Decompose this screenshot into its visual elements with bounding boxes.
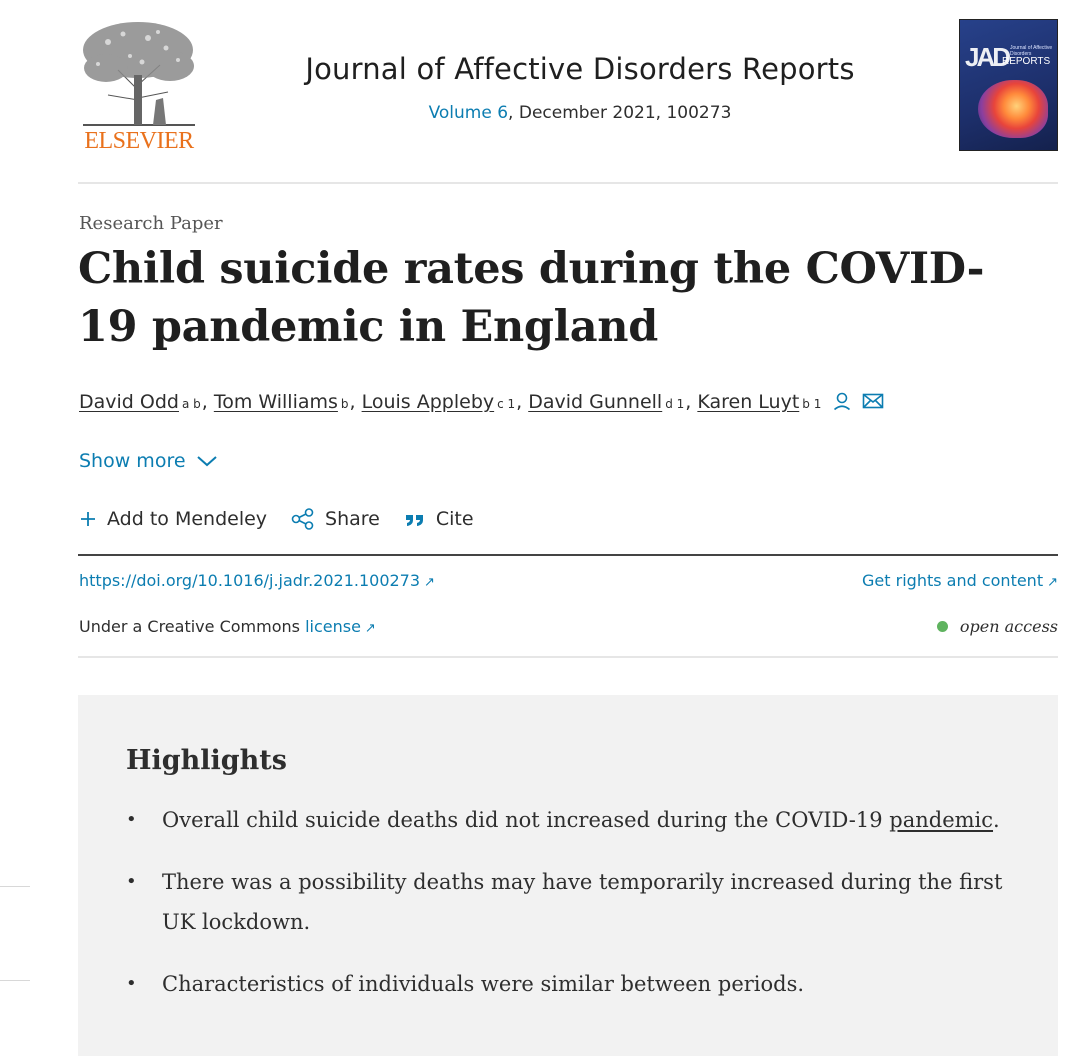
author-affiliation[interactable]: a b <box>181 397 201 411</box>
share-button[interactable] <box>291 508 380 530</box>
rights-text: Get rights and content <box>862 571 1044 590</box>
rights-and-content-link[interactable] <box>862 571 1058 590</box>
envelope-icon[interactable] <box>862 392 884 410</box>
author-link[interactable]: David Gunnell <box>528 391 663 413</box>
share-label: Share <box>325 508 380 530</box>
license-link[interactable]: license <box>305 617 361 636</box>
add-to-mendeley-button[interactable] <box>79 508 267 530</box>
meta-divider <box>78 656 1058 658</box>
author-link[interactable]: Tom Williams <box>213 391 338 413</box>
author-list: David Odd a b , Tom Williams b , Louis Appleby c 1 , David Gunnell d 1 , Karen Luyt b 1 <box>79 388 884 413</box>
doi-text: https://doi.org/10.1016/j.jadr.2021.100273 <box>79 571 421 590</box>
cover-reports-text: REPORTS <box>1002 56 1051 67</box>
tree-icon <box>78 20 200 128</box>
show-more-label: Show more <box>79 450 186 472</box>
author-affiliation[interactable]: b <box>340 397 349 411</box>
mendeley-label: Add to Mendeley <box>107 508 268 530</box>
cover-logo-text: JAD <box>965 42 1009 72</box>
cite-button[interactable] <box>404 508 474 530</box>
plus-icon <box>79 510 97 528</box>
quote-icon <box>404 510 426 528</box>
journal-cover-thumbnail[interactable] <box>959 19 1058 151</box>
open-access-badge <box>937 617 1058 636</box>
author-link[interactable]: David Odd <box>79 391 179 413</box>
header-divider <box>78 182 1058 184</box>
doi-link[interactable] <box>79 571 435 590</box>
article-actions <box>79 508 498 530</box>
left-edge-divider <box>0 980 30 981</box>
left-edge-divider <box>0 886 30 887</box>
author-affiliation[interactable]: b 1 <box>802 397 822 411</box>
external-link-icon: ↗ <box>364 621 376 636</box>
highlight-text-end: . <box>993 808 1000 832</box>
license-prefix: Under a Creative Commons <box>79 617 306 636</box>
chevron-down-icon <box>196 454 218 468</box>
pandemic-topic-link[interactable]: pandemic <box>889 808 994 832</box>
journal-issue-info <box>200 103 960 123</box>
publisher-wordmark: ELSEVIER <box>84 128 194 154</box>
person-icon[interactable] <box>832 391 852 411</box>
highlight-text: Overall child suicide deaths did not increased during the COVID-19 <box>162 808 890 832</box>
show-more-toggle[interactable] <box>79 450 218 472</box>
author-affiliation[interactable]: c 1 <box>497 397 516 411</box>
article-title: Child suicide rates during the COVID-19 pandemic in England <box>78 244 985 352</box>
journal-title[interactable]: Journal of Affective Disorders Reports <box>305 52 855 86</box>
author-link[interactable]: Karen Luyt <box>697 391 800 413</box>
author-affiliation[interactable]: d 1 <box>665 397 685 411</box>
list-item: • Characteristics of individuals were similar between periods. <box>126 964 1006 1004</box>
author-link[interactable]: Louis Appleby <box>361 391 495 413</box>
highlights-title: Highlights <box>126 745 287 776</box>
external-link-icon: ↗ <box>1047 575 1058 590</box>
open-access-dot-icon <box>937 621 948 632</box>
article-type-label: Research Paper <box>79 213 223 234</box>
volume-link[interactable]: Volume 6 <box>428 103 509 123</box>
highlights-panel <box>78 695 1058 1056</box>
cover-subtitle: Journal of Affective Disorders <box>1010 45 1053 57</box>
actions-divider <box>78 554 1058 556</box>
license-statement <box>79 617 376 636</box>
external-link-icon: ↗ <box>424 575 435 590</box>
open-access-label: open access <box>959 617 1058 636</box>
list-item: • There was a possibility deaths may have temporarily increased during the first UK lockdown. <box>126 862 1006 942</box>
list-item <box>126 800 1006 840</box>
cover-brain-image <box>978 80 1048 138</box>
issue-details: , December 2021, 100273 <box>508 103 732 123</box>
cite-label: Cite <box>435 508 474 530</box>
share-icon <box>291 508 315 530</box>
highlights-list <box>126 800 1006 1026</box>
